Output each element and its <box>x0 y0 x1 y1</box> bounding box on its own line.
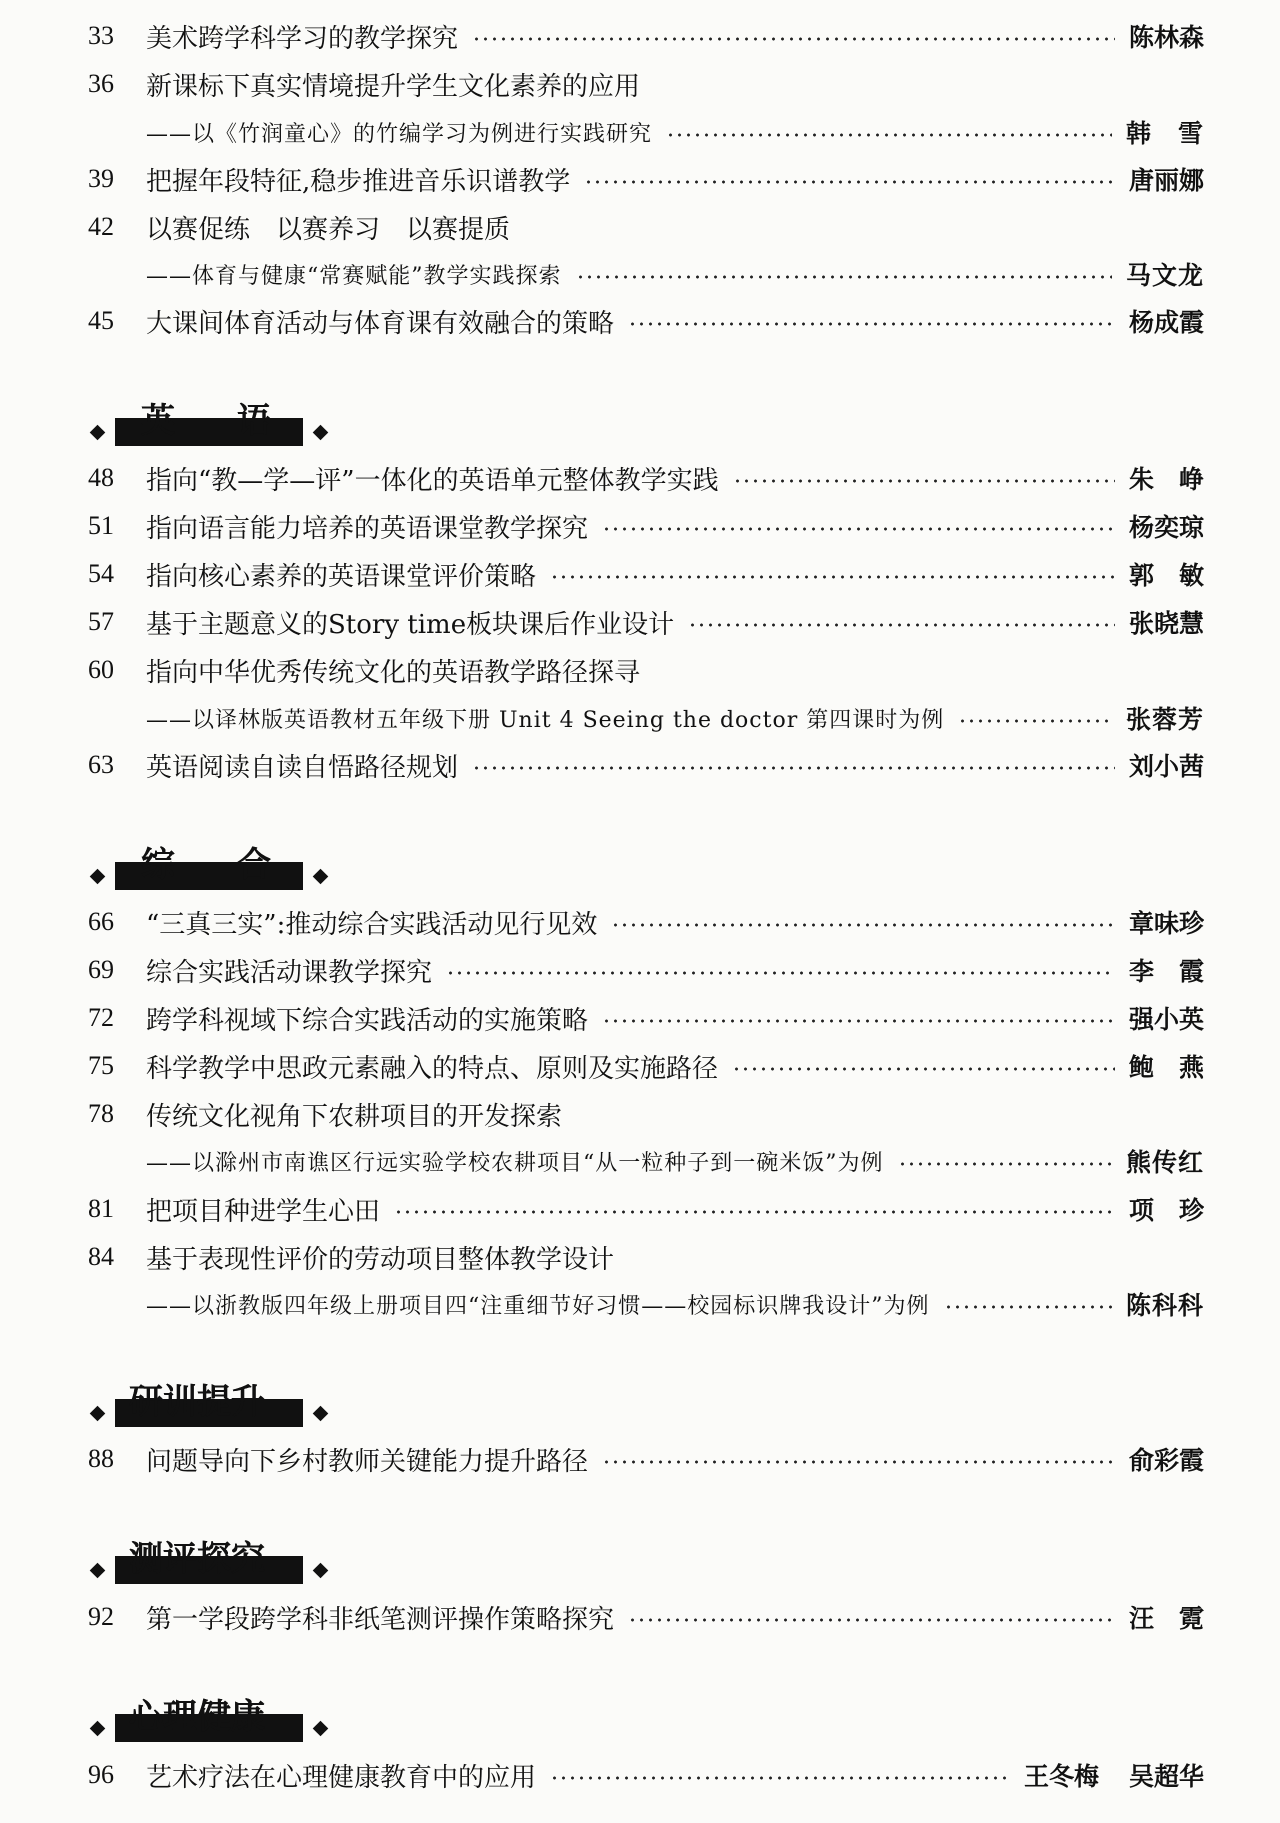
leader-dots <box>602 1460 1115 1464</box>
article-title: 把握年段特征,稳步推进音乐识谱教学 <box>146 166 571 197</box>
author-name: 俞彩霞 <box>1128 1446 1204 1475</box>
article-title: 综合实践活动课教学探究 <box>146 957 433 988</box>
section-header-psychology <box>92 1697 326 1748</box>
page-number: 84 <box>88 1242 114 1271</box>
page-number: 75 <box>88 1051 114 1080</box>
page-number: 51 <box>88 511 114 540</box>
author-name: 陈林森 <box>1128 23 1204 52</box>
page-number: 42 <box>88 212 114 241</box>
toc-entry[interactable] <box>88 649 1204 691</box>
toc-entry[interactable] <box>88 457 1204 499</box>
leader-dots <box>550 575 1115 579</box>
page-number: 92 <box>88 1602 114 1631</box>
article-title: 跨学科视域下综合实践活动的实施策略 <box>146 1005 589 1036</box>
article-title: 基于表现性评价的劳动项目整体教学设计 <box>146 1244 615 1275</box>
page-number: 36 <box>88 69 114 98</box>
page-number: 57 <box>88 607 114 636</box>
toc-entry-subtitle[interactable] <box>146 1283 1204 1325</box>
diamond-icon <box>313 424 329 440</box>
toc-entry[interactable] <box>88 1045 1204 1087</box>
author-name: 郭 敏 <box>1128 561 1204 590</box>
toc-entry[interactable] <box>88 15 1204 57</box>
leader-dots <box>446 971 1115 975</box>
leader-dots <box>666 133 1112 137</box>
diamond-icon <box>313 1405 329 1421</box>
section-bar <box>115 401 303 446</box>
toc-entry[interactable] <box>88 1438 1204 1480</box>
leader-dots <box>958 719 1112 723</box>
page-number: 81 <box>88 1194 114 1223</box>
leader-dots <box>733 479 1115 483</box>
article-title: 指向中华优秀传统文化的英语教学路径探寻 <box>146 657 641 688</box>
article-title: 基于主题意义的Story time板块课后作业设计 <box>146 609 675 640</box>
article-title: 大课间体育活动与体育课有效融合的策略 <box>146 308 615 339</box>
toc-entry[interactable] <box>88 206 1204 248</box>
article-title: 以赛促练 以赛养习 以赛提质 <box>146 214 511 245</box>
page-number: 88 <box>88 1444 114 1473</box>
diamond-icon <box>90 868 106 884</box>
article-title: 指向语言能力培养的英语课堂教学探究 <box>146 513 589 544</box>
article-title: 指向“教—学—评”一体化的英语单元整体教学实践 <box>146 465 719 496</box>
author-name: 熊传红 <box>1125 1148 1204 1177</box>
leader-dots <box>628 1618 1115 1622</box>
section-title: 英 语 <box>141 401 285 441</box>
toc-entry[interactable] <box>88 553 1204 595</box>
toc-entry[interactable] <box>88 1188 1204 1230</box>
page-number: 63 <box>88 750 114 779</box>
toc-entry[interactable] <box>88 901 1204 943</box>
toc-entry[interactable] <box>88 1596 1204 1638</box>
section-header-evaluation <box>92 1539 326 1590</box>
toc-entry[interactable] <box>88 1236 1204 1278</box>
article-title: 新课标下真实情境提升学生文化素养的应用 <box>146 71 641 102</box>
article-title: 科学教学中思政元素融入的特点、原则及实施路径 <box>146 1053 719 1084</box>
leader-dots <box>576 275 1112 279</box>
leader-dots <box>602 527 1115 531</box>
toc-entry[interactable] <box>88 158 1204 200</box>
toc-entry-subtitle[interactable] <box>146 253 1204 295</box>
author-name: 张蓉芳 <box>1125 705 1204 734</box>
article-title: 英语阅读自读自悟路径规划 <box>146 752 459 783</box>
toc-entry-subtitle[interactable] <box>146 697 1204 739</box>
article-title: 问题导向下乡村教师关键能力提升路径 <box>146 1446 589 1477</box>
author-name: 杨成霞 <box>1128 308 1204 337</box>
section-header-training <box>92 1382 326 1433</box>
author-name: 鲍 燕 <box>1128 1053 1204 1082</box>
diamond-icon <box>90 1562 106 1578</box>
section-bar <box>115 1539 303 1584</box>
author-name: 张晓慧 <box>1128 609 1204 638</box>
page-number: 96 <box>88 1760 114 1789</box>
author-name: 朱 峥 <box>1128 465 1204 494</box>
article-title: 第一学段跨学科非纸笔测评操作策略探究 <box>146 1604 615 1635</box>
page-number: 33 <box>88 21 114 50</box>
toc-entry-subtitle[interactable] <box>146 1140 1204 1182</box>
author-name: 陈科科 <box>1125 1291 1204 1320</box>
article-title: 艺术疗法在心理健康教育中的应用 <box>146 1762 537 1793</box>
author-name: 章味珍 <box>1128 909 1204 938</box>
article-subtitle: ——体育与健康“常赛赋能”教学实践探索 <box>146 263 562 289</box>
toc-entry[interactable] <box>88 1754 1204 1796</box>
page-number: 66 <box>88 907 114 936</box>
page-number: 60 <box>88 655 114 684</box>
diamond-icon <box>313 1562 329 1578</box>
toc-entry[interactable] <box>88 744 1204 786</box>
article-title: 美术跨学科学习的教学探究 <box>146 23 459 54</box>
page-number: 39 <box>88 164 114 193</box>
article-subtitle: ——以译林版英语教材五年级下册 Unit 4 Seeing the doctor 第四课时为例 <box>146 707 945 733</box>
author-name: 唐丽娜 <box>1128 166 1204 195</box>
article-title: “三真三实”:推动综合实践活动见行见效 <box>146 909 598 940</box>
section-bar <box>115 845 303 890</box>
leader-dots <box>688 623 1115 627</box>
diamond-icon <box>90 424 106 440</box>
author-name-second: 吴超华 <box>1128 1762 1204 1791</box>
leader-dots <box>732 1067 1115 1071</box>
leader-dots <box>472 766 1115 770</box>
diamond-icon <box>313 1720 329 1736</box>
leader-dots <box>944 1305 1112 1309</box>
toc-entry[interactable] <box>88 601 1204 643</box>
section-bar <box>115 1382 303 1427</box>
diamond-icon <box>90 1720 106 1736</box>
section-title: 研训提升 <box>129 1382 265 1422</box>
leader-dots <box>611 923 1115 927</box>
author-name: 项 珍 <box>1128 1196 1204 1225</box>
leader-dots <box>602 1019 1115 1023</box>
toc-entry[interactable] <box>88 505 1204 547</box>
author-name: 韩 雪 <box>1125 119 1204 148</box>
author-name: 刘小茜 <box>1128 752 1204 781</box>
author-name: 汪 霓 <box>1128 1604 1204 1633</box>
author-name: 强小英 <box>1128 1005 1204 1034</box>
diamond-icon <box>90 1405 106 1421</box>
leader-dots <box>394 1210 1115 1214</box>
toc-entry[interactable] <box>88 949 1204 991</box>
leader-dots <box>472 37 1115 41</box>
article-title: 把项目种进学生心田 <box>146 1196 381 1227</box>
toc-entry[interactable] <box>88 63 1204 105</box>
page-number: 69 <box>88 955 114 984</box>
author-name: 李 霞 <box>1128 957 1204 986</box>
article-title: 传统文化视角下农耕项目的开发探索 <box>146 1101 563 1132</box>
article-title: 指向核心素养的英语课堂评价策略 <box>146 561 537 592</box>
section-title: 测评探究 <box>129 1539 265 1579</box>
author-name: 杨奕琼 <box>1128 513 1204 542</box>
toc-entry[interactable] <box>88 997 1204 1039</box>
page-number: 72 <box>88 1003 114 1032</box>
toc-entry[interactable] <box>88 300 1204 342</box>
section-title: 心理健康 <box>129 1697 265 1737</box>
article-subtitle: ——以《竹润童心》的竹编学习为例进行实践研究 <box>146 121 653 147</box>
section-bar <box>115 1697 303 1742</box>
page-number: 48 <box>88 463 114 492</box>
leader-dots <box>584 180 1115 184</box>
leader-dots <box>550 1776 1010 1780</box>
article-subtitle: ——以滁州市南谯区行远实验学校农耕项目“从一粒种子到一碗米饭”为例 <box>146 1150 884 1176</box>
toc-entry-subtitle[interactable] <box>146 111 1204 153</box>
page-number: 54 <box>88 559 114 588</box>
section-title: 综 合 <box>141 845 285 885</box>
section-header-english <box>92 401 326 452</box>
page-number: 78 <box>88 1099 114 1128</box>
author-name: 马文龙 <box>1125 261 1204 290</box>
diamond-icon <box>313 868 329 884</box>
article-subtitle: ——以浙教版四年级上册项目四“注重细节好习惯——校园标识牌我设计”为例 <box>146 1293 930 1319</box>
leader-dots <box>628 322 1115 326</box>
page-number: 45 <box>88 306 114 335</box>
author-name: 王冬梅 <box>1023 1762 1099 1791</box>
toc-entry[interactable] <box>88 1093 1204 1135</box>
section-header-comprehensive <box>92 845 326 896</box>
leader-dots <box>898 1162 1112 1166</box>
